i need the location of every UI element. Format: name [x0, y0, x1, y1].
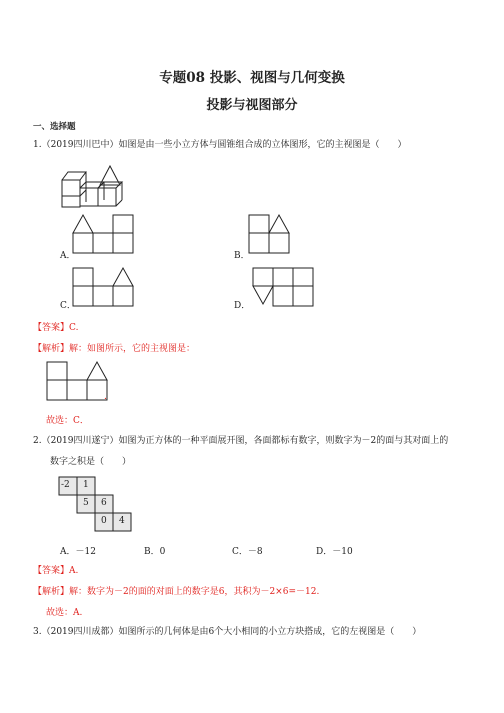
- page-subtitle: 投影与视图部分: [206, 98, 298, 113]
- q2-option-d: D．－10: [316, 547, 353, 557]
- q2-option-c: C．－8: [232, 547, 263, 557]
- q1-conclusion: 故选：C．: [46, 416, 89, 426]
- page-title: 专题08 投影、视图与几何变换: [159, 70, 345, 86]
- q1-option-b-figure: [248, 213, 310, 255]
- q1-option-a-label: A．: [60, 251, 76, 261]
- q1-analysis: 【解析】解：如图所示，它的主视图是：: [33, 344, 196, 354]
- net-cell: 1: [83, 480, 89, 490]
- q1-option-d-figure: [252, 266, 314, 308]
- q1-option-c-label: C．: [60, 301, 76, 311]
- q1-option-a-figure: [72, 213, 134, 255]
- question-2-stem-line1: 2.（2019四川遂宁）如图为正方体的一种平面展开图，各面都标有数字，则数字为－2的面与其对面上的: [33, 436, 449, 446]
- q1-analysis-figure: [46, 360, 110, 402]
- q2-analysis: 【解析】解：数字为－2的面的对面上的数字是6，其积为－2×6=－12.: [33, 587, 320, 597]
- q2-option-b: B．0: [144, 547, 166, 557]
- section-heading: 一、选择题: [33, 122, 76, 132]
- net-cell: 4: [119, 516, 125, 526]
- net-cell: 6: [101, 498, 107, 508]
- q1-solid-figure: [48, 158, 133, 208]
- net-cell: -2: [61, 480, 70, 490]
- net-cell: 0: [101, 516, 107, 526]
- q2-option-a: A．－12: [60, 547, 96, 557]
- q2-answer: 【答案】A.: [33, 566, 79, 576]
- q2-cube-net: [58, 476, 138, 534]
- question-2-stem-line2: 数字之积是（ ）: [50, 457, 132, 467]
- q2-conclusion: 故选：A.: [46, 608, 83, 618]
- q1-analysis-tail: .: [104, 392, 107, 402]
- question-3-stem: 3.（2019四川成都）如图所示的几何体是由6个大小相同的小立方块搭成，它的左视图是（ ）: [33, 627, 422, 637]
- question-1-stem: 1.（2019四川巴中）如图是由一些小立方体与圆锥组合成的立体图形，它的主视图是（ ）: [33, 140, 407, 150]
- q1-answer: 【答案】C.: [33, 323, 79, 333]
- net-cell: 5: [83, 498, 89, 508]
- q1-option-b-label: B．: [234, 251, 250, 261]
- q1-option-c-figure: [72, 266, 134, 308]
- q1-option-d-label: D．: [234, 301, 251, 311]
